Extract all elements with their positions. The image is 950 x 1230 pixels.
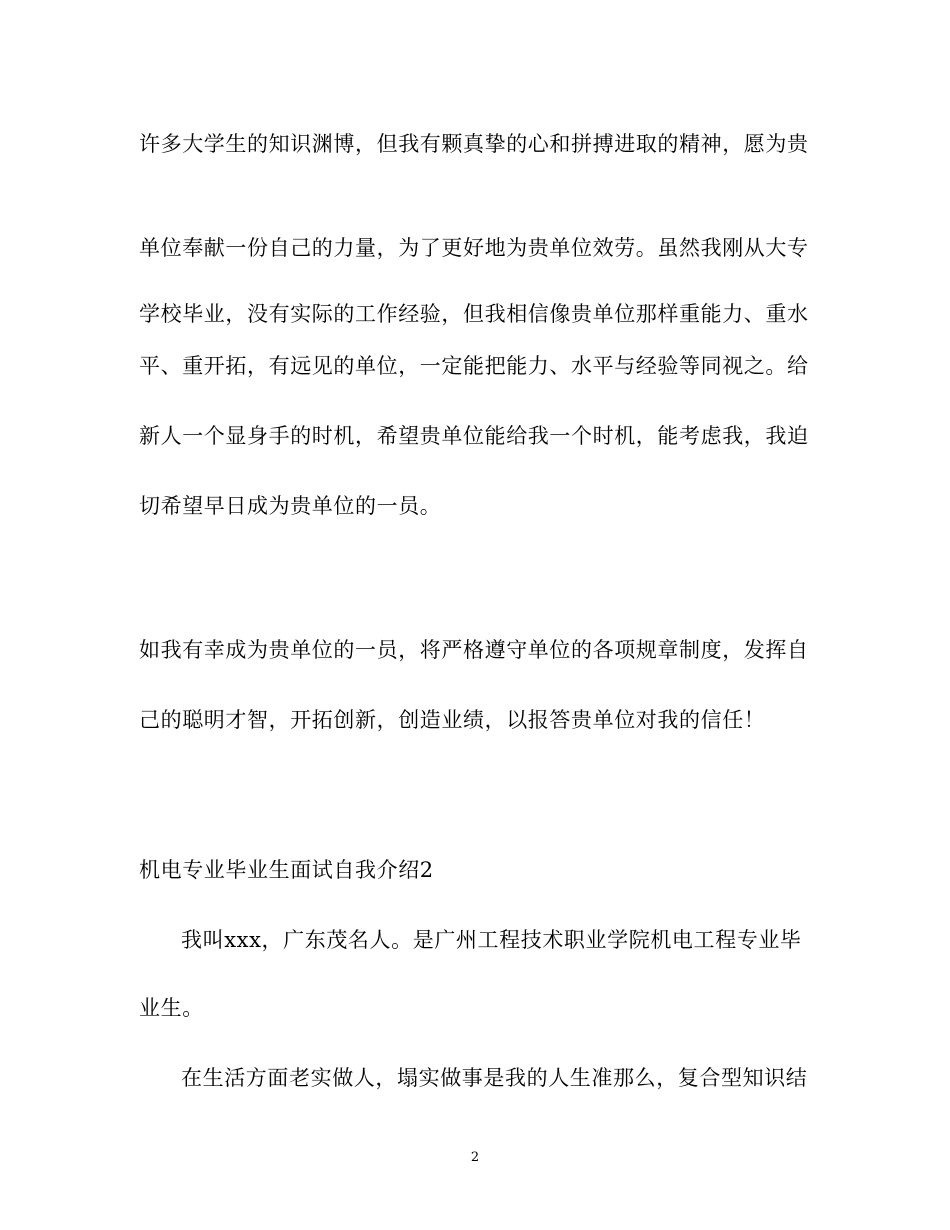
paragraph-3-line-1: 我叫xxx，广东茂名人。是广州工程技术职业学院机电工程专业毕 [181, 928, 802, 952]
paragraph-3-line-2: 业生。 [139, 996, 204, 1020]
paragraph-1-line-4: 平、重开拓，有远见的单位，一定能把能力、水平与经验等同视之。给 [139, 354, 809, 378]
paragraph-4-line-1: 在生活方面老实做人，塌实做事是我的人生准那么，复合型知识结 [181, 1066, 808, 1090]
paragraph-1-line-6: 切希望早日成为贵单位的一员。 [139, 494, 442, 518]
section-title: 机电专业毕业生面试自我介绍2 [139, 858, 434, 882]
paragraph-1-line-5: 新人一个显身手的时机，希望贵单位能给我一个时机，能考虑我，我迫 [139, 424, 809, 448]
paragraph-1-line-3: 学校毕业，没有实际的工作经验，但我相信像贵单位那样重能力、重水 [139, 302, 809, 326]
paragraph-2-line-2: 己的聪明才智，开拓创新，创造业绩，以报答贵单位对我的信任！ [139, 708, 766, 732]
paragraph-1-line-1: 许多大学生的知识渊博，但我有颗真挚的心和拼搏进取的精神，愿为贵 [139, 132, 809, 156]
page-number: 2 [470, 1150, 480, 1165]
paragraph-1-line-2: 单位奉献一份自己的力量，为了更好地为贵单位效劳。虽然我刚从大专 [139, 236, 809, 260]
paragraph-2-line-1: 如我有幸成为贵单位的一员，将严格遵守单位的各项规章制度，发挥自 [139, 638, 809, 662]
